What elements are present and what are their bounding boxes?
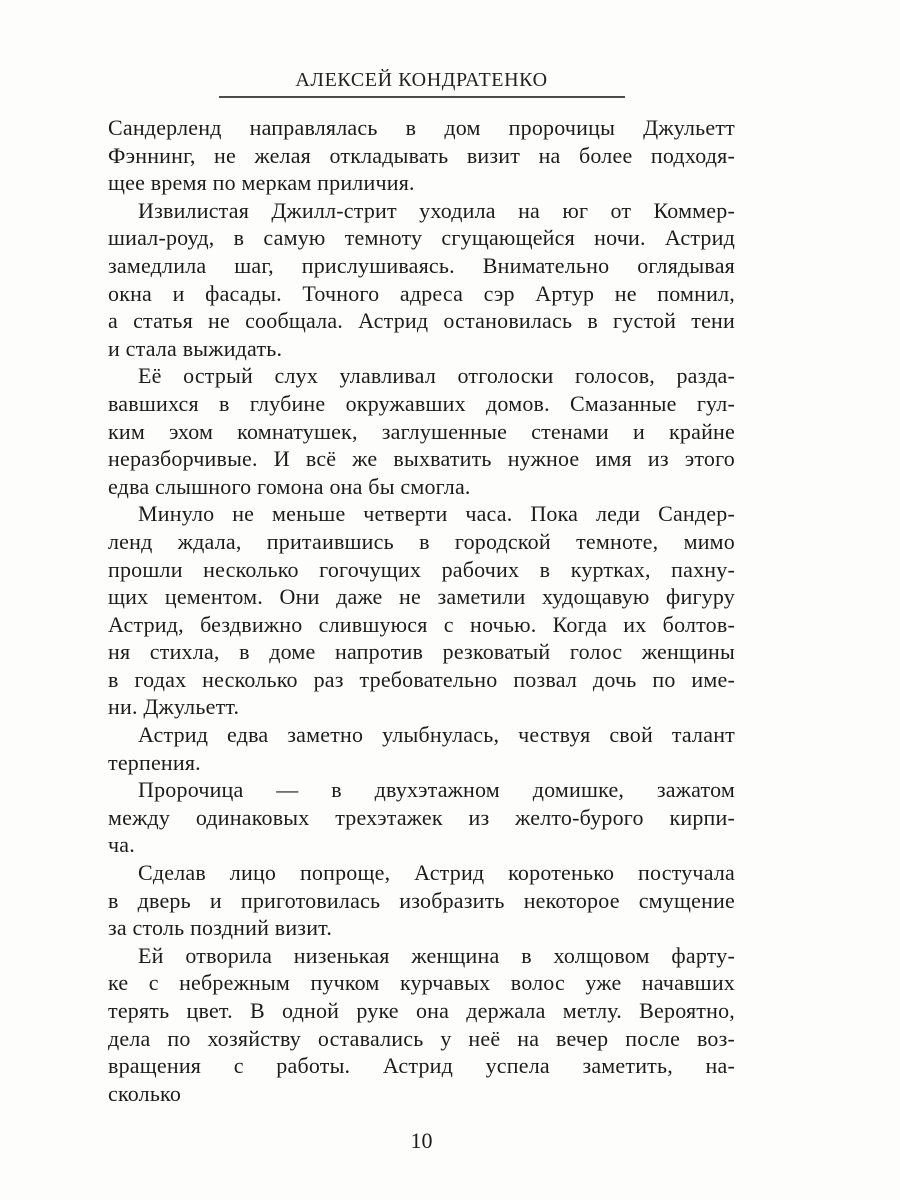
- text-line: Сделав лицо попроще, Астрид коротенько постучала: [138, 860, 735, 886]
- text-line: терять цвет. В одной руке она держала метлу. Вероятно,: [108, 998, 735, 1023]
- running-header: [108, 66, 735, 98]
- page-text: [108, 114, 735, 1107]
- text-line: Фэннинг, не желая откладывать визит на более подходя-: [108, 142, 735, 168]
- text-line: сколько: [108, 1080, 182, 1106]
- text-line: ча.: [108, 832, 135, 858]
- paragraph: [108, 776, 735, 859]
- text-line: терпения.: [108, 749, 201, 775]
- paragraph: [108, 197, 735, 363]
- text-line: ня стихла, в доме напротив резковатый голос женщины: [108, 639, 735, 665]
- text-line: в дверь и приготовилась изобразить некоторое смущение: [108, 887, 735, 913]
- text-line: Ей отворила низенькая женщина в холщовом фарту-: [138, 942, 735, 968]
- paragraph: [108, 859, 735, 942]
- text-line: Астрид едва заметно улыбнулась, чествуя свой талант: [138, 722, 735, 748]
- paragraph: [108, 942, 735, 1108]
- text-line: вращения с работы. Астрид успела заметить, на-: [108, 1053, 735, 1079]
- text-line: между одинаковых трехэтажек из желто-бурого кирпи-: [108, 804, 735, 830]
- paragraph: [108, 114, 735, 197]
- text-line: дела по хозяйству оставались у неё на вечер после воз-: [108, 1025, 735, 1051]
- text-line: замедлила шаг, прислушиваясь. Внимательно оглядывая: [108, 252, 735, 278]
- author-name: АЛЕКСЕЙ КОНДРАТЕНКО: [295, 69, 548, 91]
- text-line: и стала выжидать.: [108, 335, 283, 361]
- text-line: Её острый слух улавливал отголоски голосов, разда-: [138, 363, 735, 389]
- text-line: Пророчица — в двухэтажном домишке, зажатом: [138, 777, 735, 803]
- paragraph: [108, 362, 735, 500]
- header-rule: [219, 96, 625, 98]
- text-line: щих цементом. Они даже не заметили худощавую фигуру: [108, 584, 735, 610]
- text-line: неразборчивые. И всё же выхватить нужное имя из этого: [108, 446, 735, 472]
- text-line: окна и фасады. Точного адреса сэр Артур не помнил,: [108, 280, 735, 306]
- text-line: прошли несколько гогочущих рабочих в куртках, пахну-: [108, 556, 735, 582]
- paragraph: [108, 721, 735, 776]
- paragraph: [108, 500, 735, 721]
- text-line: Извилистая Джилл-стрит уходила на юг от Коммер-: [138, 197, 735, 223]
- text-line: а статья не сообщала. Астрид остановилась в густой тени: [108, 308, 735, 334]
- text-line: щее время по меркам приличия.: [108, 170, 415, 196]
- text-line: вавшихся в глубине окружавших домов. Смазанные гул-: [108, 390, 735, 416]
- text-line: ке с небрежным пучком курчавых волос уже начавших: [108, 970, 735, 996]
- page-number: 10: [410, 1128, 433, 1153]
- text-line: ленд ждала, притаившись в городской темноте, мимо: [108, 528, 735, 554]
- text-line: Минуло не меньше четверти часа. Пока леди Сандер-: [138, 501, 735, 527]
- text-line: едва слышного гомона она бы смогла.: [108, 473, 471, 499]
- text-line: шиал-роуд, в самую темноту сгущающейся ночи. Астрид: [108, 225, 735, 251]
- text-line: ни. Джульетт.: [108, 694, 240, 720]
- text-line: Астрид, бездвижно слившуюся с ночью. Когда их болтов-: [108, 611, 735, 637]
- text-line: ким эхом комнатушек, заглушенные стенами и крайне: [108, 418, 735, 444]
- text-line: в годах несколько раз требовательно позвал дочь по име-: [108, 666, 735, 692]
- text-line: Сандерленд направлялась в дом пророчицы Джульетт: [108, 115, 735, 140]
- text-line: за столь поздний визит.: [108, 915, 333, 941]
